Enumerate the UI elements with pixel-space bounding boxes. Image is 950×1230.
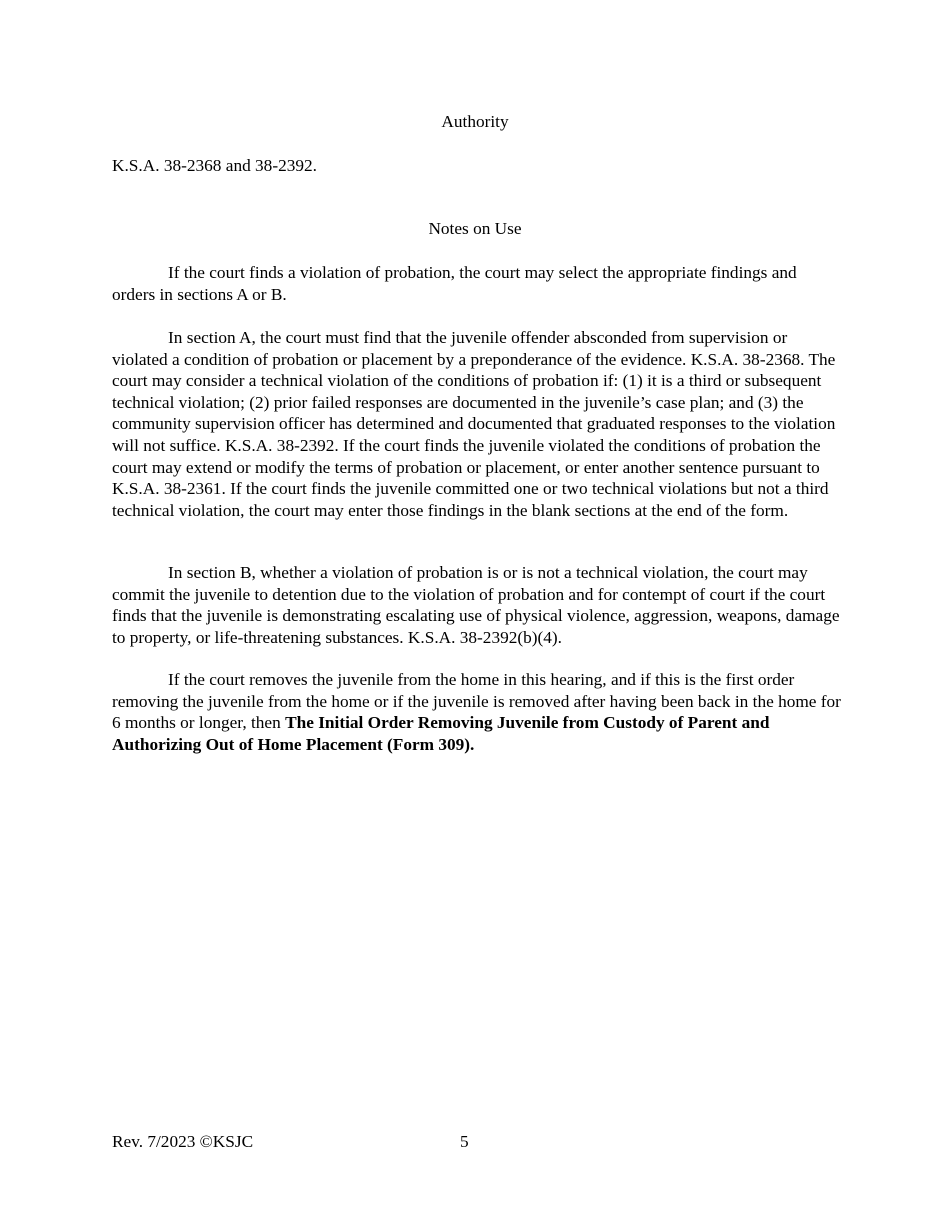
notes-paragraph-4-text: If the court removes the juvenile from the home in this hearing, and if this is the first order removing the juvenile from the home or if the juvenile is removed after having been back in the home for 6 months or longer, then xyxy=(112,670,841,733)
authority-citation: K.S.A. 38-2368 and 38-2392. xyxy=(112,156,317,175)
notes-paragraph-4 xyxy=(112,669,842,755)
notes-paragraph-1: If the court finds a violation of probation, the court may select the appropriate findings and orders in sections A or B. xyxy=(112,263,797,304)
notes-heading: Notes on Use xyxy=(428,219,522,238)
notes-paragraph-3: In section B, whether a violation of probation is or is not a technical violation, the court may commit the juvenile to detention due to the violation of probation and for contempt of court if the court finds that the juvenile is demonstrating escalating use of physical violence, aggression, weapons, damage to property, or life-threatening substances. K.S.A. 38-2392(b)(4). xyxy=(112,563,840,647)
footer-revision: Rev. 7/2023 ©KSJC xyxy=(112,1132,254,1151)
authority-heading: Authority xyxy=(441,112,509,131)
notes-paragraph-2: In section A, the court must find that the juvenile offender absconded from supervision or violated a condition of probation or placement by a preponderance of the evidence. K.S.A. 38-2368. The court may consider a technical violation of the conditions of probation if: (1) it is a third or subsequent technical violation; (2) prior failed responses are documented in the juvenile’s case plan; and (3) the community supervision officer has determined and documented that graduated responses to the violation will not suffice. K.S.A. 38-2392. If the court finds the juvenile violated the conditions of probation the court may extend or modify the terms of probation or placement, or enter another sentence pursuant to K.S.A. 38-2361. If the court finds the juvenile committed one or two technical violations but not a third technical violation, the court may enter those findings in the blank sections at the end of the form. xyxy=(112,328,836,520)
form-309-reference: The Initial Order Removing Juvenile from Custody of Parent and Authorizing Out of Home Placement (Form 309). xyxy=(112,713,770,754)
footer-page-number: 5 xyxy=(460,1132,469,1151)
